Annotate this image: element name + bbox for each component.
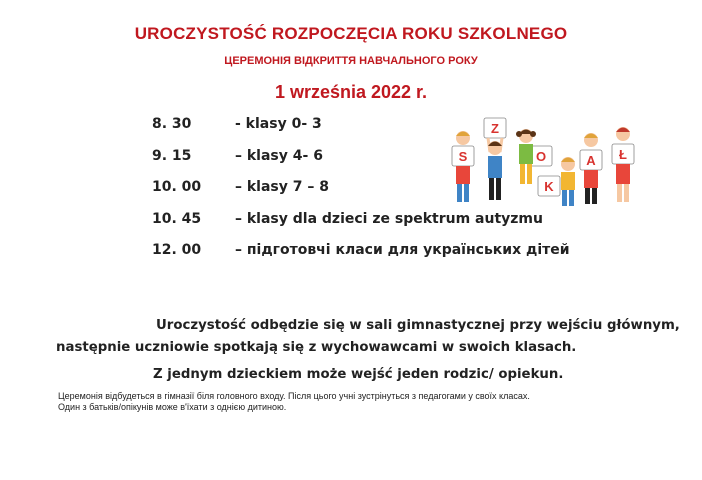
letter-card: A <box>586 153 596 168</box>
page-subtitle: ЦЕРЕМОНІЯ ВІДКРИТТЯ НАВЧАЛЬНОГО РОКУ <box>224 55 478 67</box>
schedule-time: 12. 00 <box>152 242 202 258</box>
letter-card: Z <box>491 121 499 136</box>
child-figure <box>484 118 506 200</box>
schedule-desc: – klasy 7 – 8 <box>235 179 329 195</box>
schedule-time: 8. 30 <box>152 116 192 132</box>
info-paragraph-line: Uroczystość odbędzie się w sali gimnastycznej przy wejściu głównym, <box>156 318 680 333</box>
schedule-row <box>152 242 570 274</box>
schedule-time: 10. 00 <box>152 179 202 195</box>
footnote-line: Один з батьків/опікунів може в'їхати з однією дитиною. <box>58 402 287 412</box>
schedule-desc: – klasy 4- 6 <box>235 147 323 164</box>
schedule-row <box>152 211 570 243</box>
letter-card: S <box>458 149 468 164</box>
parent-note: Z jednym dzieckiem może wejść jeden rodzic/ opiekun. <box>153 367 564 382</box>
child-figure <box>612 127 634 202</box>
page-title: UROCZYSTOŚĆ ROZPOCZĘCIA ROKU SZKOLNEGO <box>134 24 568 43</box>
letter-card: Ł <box>619 147 627 162</box>
letter-card: K <box>544 179 554 194</box>
child-figure <box>580 133 602 204</box>
child-figure <box>452 131 474 202</box>
info-paragraph-line: następnie uczniowie spotkają się z wychowawcami w swoich klasach. <box>56 340 577 355</box>
schedule-time: 9. 15 <box>152 147 192 164</box>
schedule-time: 10. 45 <box>152 210 202 227</box>
letter-card: O <box>535 149 547 164</box>
children-illustration <box>446 116 642 210</box>
schedule-desc: – підготовчі класи для українських дітей <box>235 242 570 258</box>
schedule-desc: - klasy 0- 3 <box>235 116 322 132</box>
schedule-desc: – klasy dla dzieci ze spektrum autyzmu <box>235 210 543 227</box>
footnote-line: Церемонія відбудеться в гімназії біля головного входу. Після цього учні зустрінуться з педагогами у своїх класах. <box>58 391 530 401</box>
event-date: 1 września 2022 r. <box>274 82 428 102</box>
